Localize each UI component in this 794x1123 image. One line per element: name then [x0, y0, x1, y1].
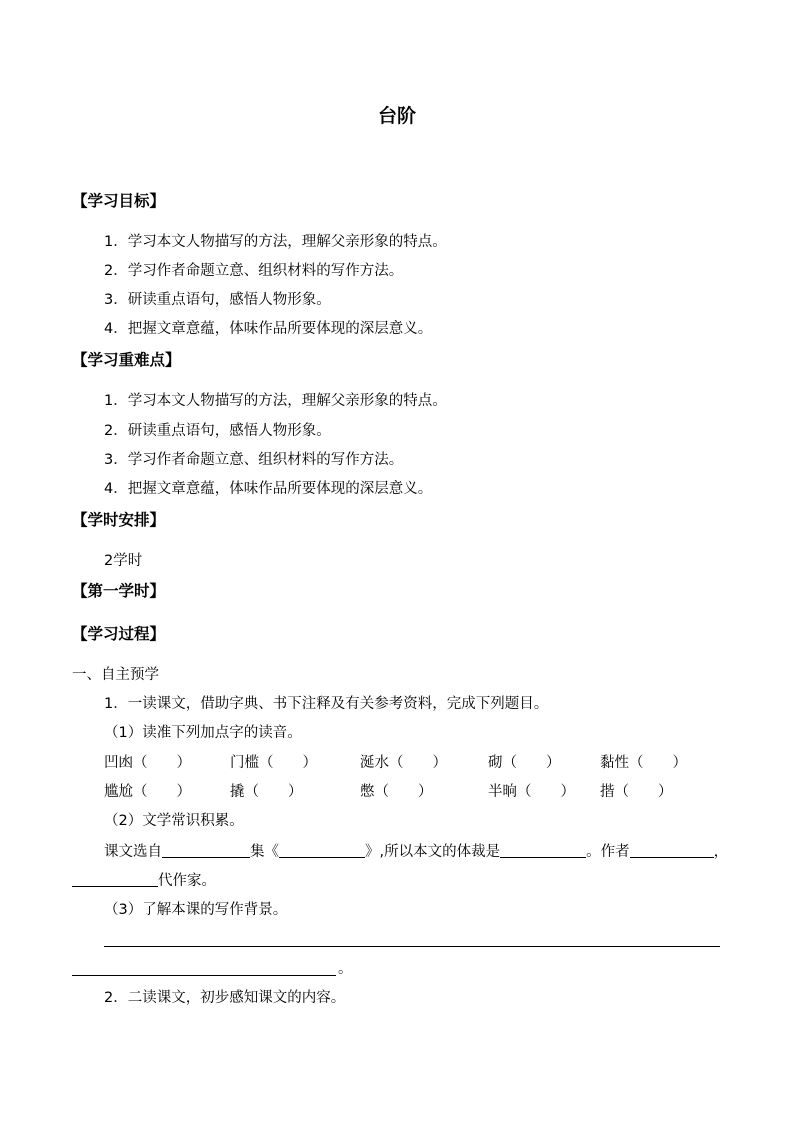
objective-item: 4．把握文章意蕴，体味作品所要体现的深层意义。: [104, 321, 433, 337]
fill-text: 课文选自: [104, 844, 162, 860]
word-item: 砌（ ）: [488, 755, 561, 771]
part-one-label: 一、自主预学: [72, 667, 159, 683]
answer-blank[interactable]: [500, 857, 586, 858]
objective-item: 3．研读重点语句，感悟人物形象。: [104, 292, 331, 308]
word-item: 黏性（ ）: [600, 755, 687, 771]
document-title: 台阶: [377, 105, 416, 127]
fill-text: 集《: [250, 844, 279, 860]
fill-text: 。作者: [586, 844, 630, 860]
step-one: 1．一读课文，借助字典、书下注释及有关参考资料，完成下列题目。: [104, 696, 549, 712]
fill-text: 代作家。: [158, 873, 216, 889]
objective-item: 1．学习本文人物描写的方法，理解父亲形象的特点。: [104, 234, 447, 250]
schedule-value: 2学时: [104, 553, 143, 569]
writing-line[interactable]: [104, 946, 720, 947]
word-item: 揩（ ）: [600, 784, 673, 800]
fill-text: ，: [713, 844, 729, 860]
answer-blank[interactable]: [162, 857, 250, 858]
key-point-item: 2．研读重点语句，感悟人物形象。: [104, 423, 331, 439]
word-item: 涎水（ ）: [360, 755, 447, 771]
question-two: （2）文学常识积累。: [104, 813, 244, 829]
answer-blank[interactable]: [72, 886, 158, 887]
question-one: （1）读准下列加点字的读音。: [104, 725, 302, 741]
objective-item: 2．学习作者命题立意、组织材料的写作方法。: [104, 263, 404, 279]
word-item: 撬（ ）: [230, 784, 303, 800]
schedule-heading: 【学时安排】: [72, 511, 166, 529]
literary-fill-line: [72, 874, 216, 889]
answer-blank[interactable]: [279, 857, 365, 858]
fill-text: 》,所以本文的体裁是: [365, 844, 501, 860]
literary-fill-line: [104, 845, 728, 860]
end-period: 。: [338, 961, 353, 977]
step-two: 2．二读课文，初步感知课文的内容。: [104, 990, 346, 1006]
question-three: （3）了解本课的写作背景。: [104, 902, 288, 918]
writing-line[interactable]: [72, 975, 336, 976]
key-point-item: 1．学习本文人物描写的方法，理解父亲形象的特点。: [104, 393, 447, 409]
key-point-item: 3．学习作者命题立意、组织材料的写作方法。: [104, 452, 404, 468]
objectives-heading: 【学习目标】: [72, 192, 166, 210]
word-item: 门槛（ ）: [230, 755, 317, 771]
word-item: 半晌（ ）: [488, 784, 575, 800]
word-item: 凹凼（ ）: [104, 755, 191, 771]
first-period-heading: 【第一学时】: [72, 582, 166, 600]
word-item: 憋（ ）: [360, 784, 433, 800]
key-point-item: 4．把握文章意蕴，体味作品所要体现的深层意义。: [104, 481, 433, 497]
answer-blank[interactable]: [630, 857, 714, 858]
process-heading: 【学习过程】: [72, 625, 166, 643]
key-points-heading: 【学习重难点】: [72, 351, 181, 369]
word-item: 尴尬（ ）: [104, 784, 191, 800]
